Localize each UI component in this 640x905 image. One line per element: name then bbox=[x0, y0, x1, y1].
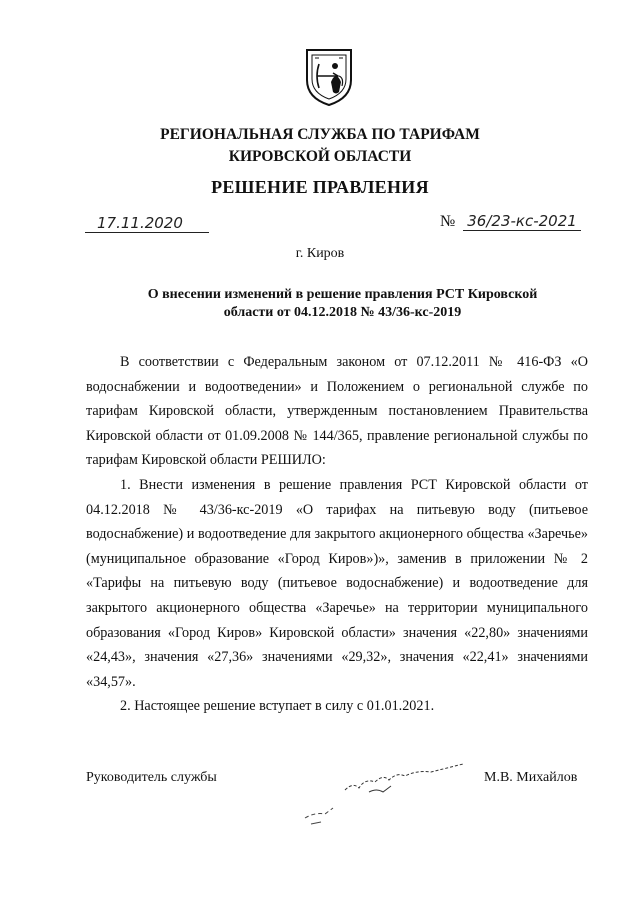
subject-line1: О внесении изменений в решение правления РСТ Кировской bbox=[147, 287, 538, 302]
coat-of-arms-icon bbox=[303, 46, 355, 108]
decision-date: 17.11.2020 bbox=[85, 214, 209, 233]
organization-name bbox=[0, 124, 640, 168]
body-paragraph-preamble: В соответствии с Федеральным законом от 07.12.2011 № 416-ФЗ «О водоснабжении и водоотведении» и Положением о региональной службе по тарифам Кировской области, утвержденным постановлением Правительства Кировской области от 01.09.2008 № 144/365, правление региональной службы по тарифам Кировской области РЕШИЛО: bbox=[86, 354, 588, 469]
decision-body bbox=[86, 350, 588, 719]
signatory-title: Руководитель службы bbox=[86, 770, 217, 785]
body-paragraph-item1: 1. Внести изменения в решение правления РСТ Кировской области от 04.12.2018 № 43/36-кс-2019 «О тарифах на питьевую воду (питьевое водоснабжение) и водоотведение для закрытого акционерного общества «Заречье» (муниципальное образование «Город Киров»)», заменив в приложении № 2 «Тарифы на питьевую воду (питьевое водоснабжение) и водоотведение для закрытого акционерного общества «Заречье» на территории муниципального образования «Город Киров» Кировской области» значения «22,80» значениями «24,43», значения «27,36» значениями «29,32», значения «22,41» значениями «34,57». bbox=[86, 476, 588, 690]
body-paragraph-item2: 2. Настоящее решение вступает в силу с 01.01.2021. bbox=[120, 698, 435, 715]
organization-name-line1: РЕГИОНАЛЬНАЯ СЛУЖБА ПО ТАРИФАМ bbox=[160, 126, 480, 143]
city: г. Киров bbox=[295, 246, 345, 261]
decision-number-block bbox=[440, 212, 581, 231]
decision-number: 36/23-кс-2021 bbox=[463, 212, 581, 231]
subject-line2: области от 04.12.2018 № 43/36-кс-2019 bbox=[223, 305, 462, 320]
handwritten-signature bbox=[285, 752, 475, 832]
organization-name-line2: КИРОВСКОЙ ОБЛАСТИ bbox=[228, 148, 412, 165]
decision-subject bbox=[120, 286, 565, 322]
number-sign: № bbox=[440, 213, 456, 230]
signatory-name: М.В. Михайлов bbox=[484, 770, 578, 785]
document-title: РЕШЕНИЕ ПРАВЛЕНИЯ bbox=[211, 177, 429, 197]
